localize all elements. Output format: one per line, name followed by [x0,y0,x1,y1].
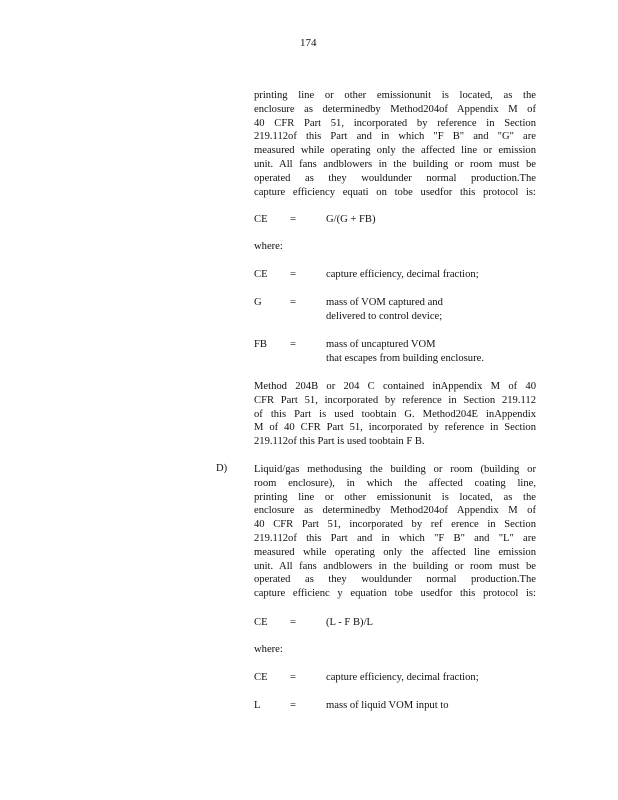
definition-text: mass of liquid VOM input to [326,700,449,711]
definition-symbol: L [254,700,261,711]
text-line: unit. All fans andblowers in the building or room must be [254,158,536,170]
equation-rhs: (L - F B)/L [326,617,373,628]
definition-text: mass of VOM captured and [326,297,443,308]
where-label: where: [254,241,283,252]
equation-lhs: CE [254,617,268,628]
definition-op: = [290,297,296,308]
text-line: measured while operating only the affected line emission [254,546,536,558]
text-line: of this Part is used toobtain G. Method204E inAppendix [254,408,536,420]
method-paragraph [254,380,536,449]
text-line: unit. All fans andblowers in the building or room must be [254,560,536,572]
text-line: capture efficienc y equation tobe usedfor this protocol is: [254,588,536,600]
text-line: 219.112of this Part is used toobtain F B. [254,436,425,448]
text-line: Method 204B or 204 C contained inAppendix M of 40 [254,381,536,392]
text-line: operated as they wouldunder normal production.The [254,574,536,586]
text-line: M of 40 CFR Part 51, incorporated by reference in Section [254,422,536,434]
text-line: operated as they wouldunder normal production.The [254,172,536,184]
equation-rhs: G/(G + FB) [326,214,376,225]
definition-op: = [290,672,296,683]
d-paragraph [254,463,536,601]
definition-op: = [290,339,296,350]
definition-symbol: FB [254,339,267,350]
definition-text: mass of uncaptured VOM [326,339,436,350]
definition-symbol: CE [254,269,268,280]
text-line: 219.112of this Part and in which "F B" and "G" are [254,131,536,143]
definition-text: delivered to control device; [326,311,443,322]
text-line: room enclosure), in which the affected coating line, [254,477,536,489]
text-line: enclosure as determinedby Method204of Appendix M of [254,103,536,115]
text-line: printing line or other emissionunit is located, as the [254,491,536,503]
equation-op: = [290,214,296,225]
text-line: Liquid/gas methodusing the building or room (building or [254,464,536,475]
text-line: measured while operating only the affected line or emission [254,145,536,157]
text-line: enclosure as determinedby Method204of Appendix M of [254,505,536,517]
definition-symbol: G [254,297,262,308]
text-line: 40 CFR Part 51, incorporated by reference in Section [254,117,536,129]
top-paragraph [254,89,536,199]
text-line: printing line or other emissionunit is located, as the [254,90,536,101]
text-line: 40 CFR Part 51, incorporated by ref erence in Section [254,519,536,531]
text-line: capture efficiency equati on tobe usedfor this protocol is: [254,186,536,198]
definition-op: = [290,269,296,280]
text-line: 219.112of this Part and in which "F B" and "L" are [254,532,536,544]
definition-text: capture efficiency, decimal fraction; [326,672,479,683]
equation-op: = [290,617,296,628]
definition-text: capture efficiency, decimal fraction; [326,269,479,280]
definition-op: = [290,700,296,711]
text-line: CFR Part 51, incorporated by reference in Section 219.112 [254,394,536,406]
equation-lhs: CE [254,214,268,225]
page-number: 174 [300,37,317,49]
definition-text: that escapes from building enclosure. [326,353,484,364]
where-label: where: [254,644,283,655]
definition-symbol: CE [254,672,268,683]
section-label-d: D) [216,463,228,474]
